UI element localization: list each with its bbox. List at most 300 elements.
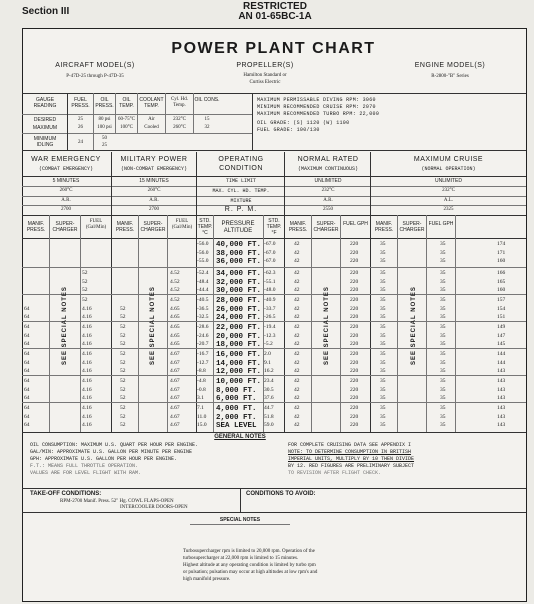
- mil-fuel-cell: 4.52: [170, 270, 180, 276]
- mil-fuel-cell: 4.67: [170, 386, 180, 393]
- mc-fuel-cell: 147: [497, 332, 506, 339]
- mil-manif-cell: 52: [120, 395, 126, 401]
- mc-super-cell: 35: [440, 297, 446, 303]
- condition-label: CONDITION: [219, 165, 263, 172]
- nr-manif-cell: 42: [294, 341, 300, 347]
- mil-time: 15 MINUTES: [139, 178, 169, 184]
- limit-cruise-rpm: MINIMUM RECOMMENDED CRUISE RPM: 2070: [257, 104, 376, 110]
- war-fuel-cell: 52: [82, 270, 88, 276]
- nr-fuel-cell: 220: [350, 422, 359, 428]
- nr-fuel-cell: 220: [350, 405, 359, 411]
- mc-fuel-cell: 143: [497, 395, 506, 401]
- mil-special-notes-vertical: SEE SPECIAL NOTES: [150, 286, 156, 365]
- mc-fuel-cell: 154: [497, 305, 506, 312]
- max-cruise-title: MAXIMUM CRUISE: [413, 156, 484, 163]
- mil-fuel-header: FUEL (Gal/Min): [171, 219, 193, 230]
- mc-manif-cell: 35: [380, 241, 386, 247]
- mil-fuel-cell: 4.67: [170, 378, 180, 384]
- std-temp-f-cell: 37.6: [264, 395, 274, 401]
- cons-max: 32: [204, 125, 210, 130]
- std-temp-f-cell: 23.4: [264, 378, 274, 384]
- mil-manif-cell: 52: [120, 351, 126, 357]
- propeller-label: PROPELLER(S): [236, 62, 294, 69]
- war-fuel-cell: 4.16: [82, 324, 92, 330]
- mil-manif-cell: 52: [120, 341, 126, 347]
- mc-fuel-cell: 143: [497, 405, 506, 411]
- nr-fuel-cell: 220: [350, 386, 359, 393]
- idle-fuel: 24: [78, 140, 83, 145]
- std-temp-f-cell: -19.4: [264, 324, 276, 330]
- restricted-label: RESTRICTED: [243, 1, 307, 12]
- conditions-to-avoid-label: CONDITIONS TO AVOID:: [246, 491, 316, 497]
- pressure-altitude-cell: 36,000 FT.: [216, 258, 262, 266]
- war-manif-cell: 64: [24, 368, 30, 374]
- aircraft-model-value: P-47D-25 through P-47D-35: [66, 74, 124, 79]
- cons-desired: 15: [204, 117, 210, 122]
- std-temp-f-cell: 2.0: [264, 351, 271, 357]
- std-temp-c-cell: -8.8: [197, 368, 206, 374]
- mil-fuel-cell: 4.67: [170, 351, 180, 357]
- war-fuel-header: FUEL (Gal/Min): [85, 219, 107, 230]
- oil-press-header: OIL PRESS.: [95, 97, 114, 109]
- nr-fuel-cell: 220: [350, 241, 359, 247]
- mil-manif-cell: 52: [120, 386, 126, 393]
- engine-model-label: ENGINE MODEL(S): [414, 62, 486, 69]
- note-right-4: BY 12. RED FIGURES ARE PRELIMINARY SUBJECT: [288, 463, 415, 469]
- war-fuel-cell: 52: [82, 287, 88, 293]
- nr-manif-cell: 42: [294, 413, 300, 420]
- mc-manif-cell: 35: [380, 249, 386, 256]
- mil-fuel-cell: 4.67: [170, 405, 180, 411]
- nr-time: UNLIMITED: [314, 178, 342, 184]
- engine-model-value: R-2800-"B" Series: [431, 74, 469, 79]
- mixture-label: MIXTURE: [230, 198, 252, 204]
- war-emergency-title: WAR EMERGENCY: [31, 156, 101, 163]
- war-fuel-cell: 4.16: [82, 405, 92, 411]
- std-temp-c-cell: -28.6: [197, 324, 209, 330]
- takeoff-label: TAKE-OFF CONDITIONS:: [30, 491, 102, 497]
- mil-mix: A.R.: [149, 198, 159, 203]
- pressure-altitude-cell: 38,000 FT.: [216, 249, 262, 258]
- war-rpm: 2700: [61, 207, 71, 212]
- nr-manif-cell: 42: [294, 241, 300, 247]
- nr-fuel-cell: 220: [350, 324, 359, 330]
- nr-manif-cell: 42: [294, 405, 300, 411]
- nr-manif-cell: 42: [294, 324, 300, 330]
- pressure-altitude-cell: 2,000 FT.: [216, 413, 257, 422]
- nr-manif-cell: 42: [294, 332, 300, 339]
- coolant-temp-header: COOLANT TEMP.: [139, 97, 164, 109]
- std-temp-c-cell: -40.5: [197, 297, 209, 303]
- war-temp: 260°C: [59, 188, 73, 193]
- nr-manif-cell: 42: [294, 258, 300, 264]
- std-temp-f-cell: -33.7: [264, 305, 276, 312]
- mil-rpm: 2700: [149, 207, 159, 212]
- pressure-altitude-cell: 10,000 FT.: [216, 378, 262, 386]
- special-text-4: or pulsation; pulsation may occur at high altitudes at low rpm's and: [183, 570, 318, 575]
- mc-fuel-cell: 160: [497, 258, 506, 264]
- war-fuel-cell: 4.16: [82, 351, 92, 357]
- nr-manif-cell: 42: [294, 270, 300, 276]
- mc-super-cell: 35: [440, 305, 446, 312]
- war-fuel-cell: 4.16: [82, 368, 92, 374]
- war-fuel-cell: 4.16: [82, 422, 92, 428]
- std-temp-c-cell: -4.8: [197, 378, 206, 384]
- war-manif-cell: 64: [24, 422, 30, 428]
- mc-time: UNLIMITED: [435, 178, 462, 184]
- mil-fuel-cell: 4.67: [170, 422, 180, 428]
- pressure-altitude-header: PRESSURE ALTITUDE: [221, 221, 255, 234]
- time-limit-label: TIME LIMIT: [225, 178, 256, 184]
- mc-super-cell: 35: [440, 249, 446, 256]
- war-fuel-cell: 4.16: [82, 395, 92, 401]
- nr-manif-cell: 42: [294, 297, 300, 303]
- limit-turbo-rpm: MAXIMUM RECOMMENDED TURBO RPM: 22,000: [257, 111, 380, 117]
- std-temp-c-cell: 11.0: [197, 413, 207, 420]
- mc-special-notes-vertical: SEE SPECIAL NOTES: [411, 286, 417, 365]
- max-cyl-temp-label: MAX. CYL. HD. TEMP.: [212, 188, 270, 194]
- cyl-head-temp-header: Cyl. Hd. Temp.: [170, 97, 189, 108]
- nr-fuel-cell: 220: [350, 359, 359, 366]
- mc-manif-cell: 35: [380, 413, 386, 420]
- coolant-desired: Air: [148, 117, 155, 122]
- mc-super-cell: 35: [440, 422, 446, 428]
- mc-super-cell: 35: [440, 368, 446, 374]
- idling-label: IDLING: [36, 142, 54, 148]
- mil-fuel-cell: 4.67: [170, 359, 180, 366]
- mc-manif-cell: 35: [380, 258, 386, 264]
- military-power-title: MILITARY POWER: [120, 156, 188, 163]
- mc-manif-cell: 35: [380, 422, 386, 428]
- note-left-1: OIL CONSUMPTION: MAXIMUM U.S. QUART PER HOUR PER ENGINE.: [30, 442, 199, 448]
- mc-super-cell: 35: [440, 241, 446, 247]
- mc-fuel-cell: 143: [497, 378, 506, 384]
- mil-super-header: SUPER- CHARGER: [140, 221, 166, 233]
- nr-fuel-cell: 220: [350, 287, 359, 293]
- coolant-max: Cooled: [144, 125, 159, 130]
- std-temp-f-cell: -48.0: [264, 287, 276, 293]
- note-left-5: VALUES ARE FOR LEVEL FLIGHT WITH RAM.: [30, 470, 142, 476]
- std-temp-c-cell: 15.0: [197, 422, 207, 428]
- mc-fuel-cell: 144: [497, 351, 506, 357]
- nr-manif-cell: 42: [294, 368, 300, 374]
- mc-fuel-cell: 171: [497, 249, 506, 256]
- fuel-grade: FUEL GRADE: 100/130: [257, 127, 320, 133]
- mil-manif-cell: 52: [120, 332, 126, 339]
- mc-manif-cell: 35: [380, 305, 386, 312]
- mc-super-cell: 35: [440, 258, 446, 264]
- takeoff-line-2: INTERCOOLER DOORS-OPEN: [120, 505, 188, 510]
- nr-fuel-cell: 220: [350, 378, 359, 384]
- std-temp-f-cell: 59.0: [264, 422, 274, 428]
- oiltemp-desired: 60-75°C: [118, 117, 135, 122]
- war-fuel-cell: 4.16: [82, 332, 92, 339]
- mc-fuel-header: FUEL GPH: [428, 221, 454, 227]
- std-temp-f-cell: -55.1: [264, 278, 276, 285]
- mc-super-cell: 35: [440, 386, 446, 393]
- war-manif-cell: 64: [24, 378, 30, 384]
- nr-manif-cell: 42: [294, 422, 300, 428]
- nr-fuel-cell: 220: [350, 314, 359, 320]
- std-temp-c-cell: -52.4: [197, 270, 209, 276]
- nr-rpm: 2550: [323, 207, 333, 212]
- mc-manif-header: MANIF. PRESS.: [374, 221, 394, 233]
- mc-manif-cell: 35: [380, 314, 386, 320]
- mc-manif-cell: 35: [380, 368, 386, 374]
- war-manif-cell: 64: [24, 405, 30, 411]
- pressure-altitude-cell: 12,000 FT.: [216, 368, 262, 376]
- std-temp-f-cell: -67.0: [264, 258, 276, 264]
- nr-manif-cell: 42: [294, 351, 300, 357]
- war-fuel-cell: 4.16: [82, 341, 92, 347]
- mc-fuel-cell: 149: [497, 324, 506, 330]
- nr-super-header: SUPER- CHARGER: [313, 221, 339, 233]
- mc-fuel-cell: 157: [497, 297, 506, 303]
- special-text-5: high manifold pressure.: [183, 577, 231, 582]
- mc-super-cell: 35: [440, 378, 446, 384]
- propeller-value-1: Hamilton Standard or: [243, 73, 287, 78]
- mc-manif-cell: 35: [380, 278, 386, 285]
- mc-super-cell: 35: [440, 413, 446, 420]
- war-manif-cell: 64: [24, 413, 30, 420]
- war-special-notes-vertical: SEE SPECIAL NOTES: [62, 286, 68, 365]
- mc-super-cell: 35: [440, 314, 446, 320]
- war-manif-cell: 64: [24, 395, 30, 401]
- mil-manif-cell: 52: [120, 405, 126, 411]
- std-temp-f-cell: 9.1: [264, 359, 271, 366]
- mc-fuel-cell: 143: [497, 422, 506, 428]
- fuel-max: 26: [78, 125, 83, 130]
- aircraft-model-label: AIRCRAFT MODEL(S): [55, 62, 135, 69]
- mc-fuel-cell: 166: [497, 270, 506, 276]
- mc-fuel-cell: 144: [497, 359, 506, 366]
- std-temp-c-cell: -12.7: [197, 359, 209, 366]
- note-right-2: NOTE: TO DETERMINE CONSUMPTION IN BRITISH: [288, 449, 412, 455]
- military-power-sub: (NON-COMBAT EMERGENCY): [120, 166, 187, 172]
- pressure-altitude-cell: 4,000 FT.: [216, 405, 257, 413]
- mc-manif-cell: 35: [380, 324, 386, 330]
- war-manif-cell: 64: [24, 305, 30, 312]
- war-manif-header: MANIF. PRESS.: [26, 221, 46, 233]
- idle-oil-2: 25: [102, 143, 107, 148]
- takeoff-line-1: RPM-2700 Manif. Press. 52" Hg. COWL FLAPS-OPEN: [60, 499, 174, 504]
- fuel-desired: 25: [78, 117, 83, 122]
- mc-fuel-cell: 165: [497, 278, 506, 285]
- mil-fuel-cell: 4.67: [170, 413, 180, 420]
- war-mix: A.R.: [61, 198, 71, 203]
- std-temp-f-cell: -5.2: [264, 341, 273, 347]
- pressure-altitude-cell: 24,000 FT.: [216, 314, 262, 322]
- mc-manif-cell: 35: [380, 359, 386, 366]
- nr-fuel-header: FUEL GPH: [343, 221, 368, 227]
- mc-manif-cell: 35: [380, 395, 386, 401]
- nr-manif-cell: 42: [294, 378, 300, 384]
- mil-fuel-cell: 4.67: [170, 368, 180, 374]
- mc-super-cell: 35: [440, 278, 446, 285]
- note-left-2: GAL/MIN: APPROXIMATE U.S. GALLON PER MINUTE PER ENGINE: [30, 449, 193, 455]
- nr-manif-cell: 42: [294, 386, 300, 393]
- pressure-altitude-cell: 32,000 FT.: [216, 278, 262, 287]
- mil-fuel-cell: 4.65: [170, 305, 180, 312]
- max-cruise-sub: (NORMAL OPERATION): [421, 166, 476, 172]
- oil-desired: 80 psi: [98, 117, 111, 122]
- nr-manif-cell: 42: [294, 287, 300, 293]
- mil-fuel-cell: 4.67: [170, 395, 180, 401]
- mc-super-cell: 35: [440, 359, 446, 366]
- war-fuel-cell: 4.16: [82, 413, 92, 420]
- pressure-altitude-cell: 14,000 FT.: [216, 359, 262, 368]
- mil-manif-cell: 52: [120, 413, 126, 420]
- std-temp-f-cell: -62.3: [264, 270, 276, 276]
- pressure-altitude-cell: 40,000 FT.: [216, 241, 262, 249]
- mil-manif-cell: 52: [120, 324, 126, 330]
- std-temp-c-cell: -20.7: [197, 341, 209, 347]
- oil-temp-header: OIL TEMP.: [119, 97, 134, 109]
- nr-manif-cell: 42: [294, 249, 300, 256]
- nr-fuel-cell: 220: [350, 278, 359, 285]
- nr-temp: 232°C: [321, 188, 335, 193]
- mc-super-cell: 35: [440, 351, 446, 357]
- mc-fuel-cell: 143: [497, 413, 506, 420]
- war-fuel-cell: 4.16: [82, 305, 92, 312]
- pressure-altitude-cell: 28,000 FT.: [216, 297, 262, 305]
- nr-manif-header: MANIF. PRESS.: [288, 221, 308, 233]
- nr-mix: A.R.: [323, 198, 333, 203]
- nr-fuel-cell: 220: [350, 270, 359, 276]
- desired-label: DESIRED: [33, 117, 57, 123]
- mc-manif-cell: 35: [380, 297, 386, 303]
- mil-temp: 260°C: [147, 188, 161, 193]
- note-left-3: GPH: APPROXIMATE U.S. GALLON PER HOUR PER ENGINE.: [30, 456, 178, 462]
- war-fuel-cell: 4.16: [82, 359, 92, 366]
- pressure-altitude-cell: 20,000 FT.: [216, 332, 262, 341]
- oil-max: 100 psi: [97, 125, 112, 130]
- mc-super-cell: 35: [440, 341, 446, 347]
- nr-manif-cell: 42: [294, 395, 300, 401]
- note-right-1: FOR COMPLETE CRUISING DATA SEE APPENDIX I: [288, 442, 412, 448]
- cyl-max: 260°C: [173, 125, 186, 130]
- std-temp-f-cell: -12.3: [264, 332, 276, 339]
- normal-rated-sub: (MAXIMUM CONTINUOUS): [297, 166, 358, 172]
- war-fuel-cell: 4.16: [82, 386, 92, 393]
- mc-rpm: 2325: [443, 207, 454, 212]
- mc-manif-cell: 35: [380, 386, 386, 393]
- mil-manif-cell: 52: [120, 305, 126, 312]
- nr-fuel-cell: 220: [350, 249, 359, 256]
- mc-manif-cell: 35: [380, 378, 386, 384]
- operating-label: OPERATING: [218, 156, 264, 163]
- mc-fuel-cell: 151: [497, 314, 506, 320]
- war-manif-cell: 64: [24, 314, 30, 320]
- std-temp-f-cell: -67.0: [264, 249, 276, 256]
- mil-manif-cell: 52: [120, 422, 126, 428]
- std-temp-f-cell: -26.5: [264, 314, 276, 320]
- std-temp-c-cell: -24.6: [197, 332, 209, 339]
- pressure-altitude-cell: 6,000 FT.: [216, 395, 257, 403]
- mc-manif-cell: 35: [380, 270, 386, 276]
- std-temp-f-cell: 16.2: [264, 368, 274, 374]
- mc-super-cell: 35: [440, 395, 446, 401]
- rpm-label: R. P. M.: [224, 206, 258, 213]
- general-notes-label: GENERAL NOTES: [214, 434, 266, 440]
- mil-fuel-cell: 4.52: [170, 278, 180, 285]
- mil-manif-cell: 52: [120, 314, 126, 320]
- mil-fuel-cell: 4.65: [170, 341, 180, 347]
- war-manif-cell: 64: [24, 359, 30, 366]
- mil-manif-cell: 52: [120, 359, 126, 366]
- mil-fuel-cell: 4.65: [170, 324, 180, 330]
- section-label: Section III: [22, 6, 70, 17]
- limit-diving-rpm: MAXIMUM PERMISSABLE DIVING RPM: 3060: [257, 97, 376, 103]
- mc-fuel-cell: 145: [497, 341, 506, 347]
- pressure-altitude-cell: 18,000 FT.: [216, 341, 262, 349]
- fuel-press-header: FUEL PRESS.: [71, 97, 90, 109]
- page-title: POWER PLANT CHART: [171, 40, 376, 57]
- war-manif-cell: 64: [24, 341, 30, 347]
- std-temp-c-cell: -56.0: [197, 241, 209, 247]
- mc-super-cell: 35: [440, 287, 446, 293]
- pressure-altitude-cell: SEA LEVEL: [216, 422, 257, 430]
- doc-number: AN 01-65BC-1A: [238, 11, 312, 22]
- nr-manif-cell: 42: [294, 278, 300, 285]
- maximum-label: MAXIMUM: [32, 125, 58, 131]
- mil-manif-header: MANIF. PRESS.: [115, 221, 135, 233]
- special-text-1: Turbosupercharger rpm is limited to 20,000 rpm. Operation of the: [183, 549, 315, 554]
- mc-fuel-cell: 143: [497, 368, 506, 374]
- std-temp-c-cell: -36.5: [197, 305, 209, 312]
- special-notes-label: SPECIAL NOTES: [219, 517, 261, 523]
- pressure-altitude-cell: 30,000 FT.: [216, 287, 262, 295]
- mc-super-cell: 35: [440, 332, 446, 339]
- nr-fuel-cell: 220: [350, 368, 359, 374]
- war-fuel-cell: 4.16: [82, 378, 92, 384]
- mc-super-header: SUPER- CHARGER: [399, 221, 425, 233]
- std-temp-f-cell: -67.0: [264, 241, 276, 247]
- mc-super-cell: 35: [440, 405, 446, 411]
- mc-super-cell: 35: [440, 270, 446, 276]
- mc-fuel-cell: 174: [497, 241, 506, 247]
- mc-temp: 232°C: [442, 188, 455, 193]
- mc-manif-cell: 35: [380, 287, 386, 293]
- std-temp-c-cell: -32.5: [197, 314, 209, 320]
- oil-cons-header: OIL CONS.: [194, 97, 220, 103]
- std-temp-f-header: STD. TEMP. °F: [266, 218, 282, 236]
- mc-super-cell: 35: [440, 324, 446, 330]
- nr-fuel-cell: 220: [350, 341, 359, 347]
- nr-special-notes-vertical: SEE SPECIAL NOTES: [324, 286, 330, 365]
- mil-fuel-cell: 4.65: [170, 332, 180, 339]
- std-temp-c-cell: -0.8: [197, 386, 206, 393]
- oil-grade: OIL GRADE: (S) 1120 (W) 1100: [257, 120, 350, 126]
- special-text-2: turbosupercharger at 22,000 rpm is limited to 15 minutes.: [183, 556, 299, 561]
- propeller-value-2: Curtiss Electric: [249, 80, 281, 85]
- war-fuel-cell: 52: [82, 278, 88, 285]
- war-super-header: SUPER- CHARGER: [52, 221, 78, 233]
- nr-fuel-cell: 220: [350, 305, 359, 312]
- mil-fuel-cell: 4.52: [170, 287, 180, 293]
- nr-fuel-cell: 220: [350, 351, 359, 357]
- minimum-label: MINIMUM: [33, 136, 57, 142]
- war-manif-cell: 64: [24, 351, 30, 357]
- special-text-3: Highest altitude at any operating condition is limited by turbo rpm: [183, 563, 316, 568]
- mil-fuel-cell: 4.65: [170, 314, 180, 320]
- std-temp-f-cell: 51.8: [264, 413, 274, 420]
- note-left-4: F.T.: MEANS FULL THROTTLE OPERATION.: [30, 463, 139, 469]
- war-fuel-cell: 52: [82, 297, 88, 303]
- pressure-altitude-cell: 22,000 FT.: [216, 324, 262, 332]
- pressure-altitude-cell: 8,000 FT.: [216, 386, 257, 395]
- std-temp-f-cell: 30.5: [264, 386, 274, 393]
